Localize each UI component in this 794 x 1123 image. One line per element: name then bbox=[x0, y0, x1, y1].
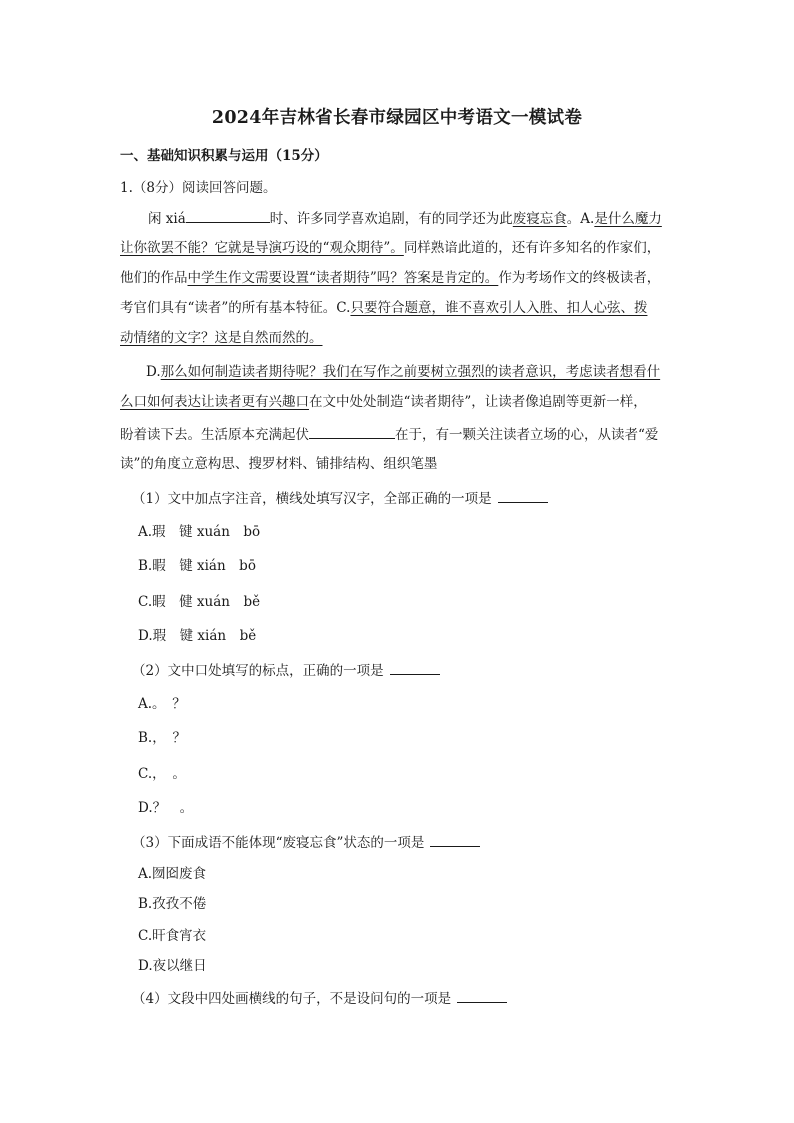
subquestion-stem: （2）文中口处填写的标点，正确的一项是 bbox=[132, 663, 384, 679]
passage-line-9 bbox=[120, 454, 437, 474]
option-d[interactable]: D.瑕 键 xián bě bbox=[138, 628, 257, 644]
passage-text: 时、许多同学喜欢追剧，有的同学还为此 bbox=[269, 211, 513, 227]
subquestion-2 bbox=[132, 660, 440, 681]
answer-blank[interactable] bbox=[390, 660, 440, 675]
option-b[interactable]: B.孜孜不倦 bbox=[138, 896, 207, 912]
page-title: 2024年吉林省长春市绿园区中考语文一模试卷 bbox=[211, 108, 583, 128]
passage-text: 在于，有一颗关注读者立场的心，从读者“爱 bbox=[395, 427, 659, 443]
subquestion-4 bbox=[132, 988, 507, 1009]
question-1-heading: 1.（8分）阅读回答问题。 bbox=[120, 180, 277, 196]
underlined-sentence-a: 让你欲罢不能？它就是导演巧设的“观众期待”。 bbox=[120, 240, 404, 256]
passage-line-7 bbox=[120, 392, 647, 412]
passage-text: 。A. bbox=[566, 211, 595, 227]
underlined-sentence-d: 么口如何表达让读者更有兴趣口 bbox=[120, 394, 309, 410]
passage-text: 他们的作品 bbox=[120, 270, 188, 286]
option-a[interactable]: A.囫囵废食 bbox=[138, 866, 207, 882]
underlined-sentence-a: 是什么魔力 bbox=[594, 211, 662, 227]
underlined-sentence-b: 中学生作文需要设置“读者期待”吗？答案是肯定的。 bbox=[187, 270, 499, 286]
fill-blank-1[interactable] bbox=[186, 208, 270, 223]
passage-text: 考官们具有“读者”的所有基本特征。C. bbox=[120, 300, 351, 316]
option-c[interactable]: C.暇 健 xuán bě bbox=[138, 594, 261, 610]
subquestion-stem: （3）下面成语不能体现“废寝忘食”状态的一项是 bbox=[132, 835, 425, 851]
passage-line-1 bbox=[148, 208, 662, 229]
answer-blank[interactable] bbox=[498, 488, 548, 503]
answer-blank[interactable] bbox=[457, 988, 507, 1003]
passage-text: 在文中处处制造“读者期待”，让读者像追剧等更新一样， bbox=[309, 394, 647, 410]
fill-blank-2[interactable] bbox=[309, 424, 395, 439]
option-c[interactable]: C.旰食宵衣 bbox=[138, 928, 207, 944]
passage-line-3 bbox=[120, 268, 660, 288]
passage-line-5 bbox=[120, 328, 323, 348]
option-d[interactable]: D.？ 。 bbox=[138, 800, 194, 816]
passage-text: D. bbox=[146, 364, 161, 380]
passage-line-2 bbox=[120, 238, 660, 258]
passage-line-6 bbox=[146, 362, 660, 382]
underlined-sentence-c: 动情绪的文字？这是自然而然的。 bbox=[120, 330, 323, 346]
subquestion-3 bbox=[132, 832, 480, 853]
subquestion-stem: （1）文中加点字注音，横线处填写汉字，全部正确的一项是 bbox=[132, 491, 492, 507]
option-c[interactable]: C.， 。 bbox=[138, 766, 186, 782]
passage-line-4 bbox=[120, 298, 647, 318]
underlined-sentence-d: 那么如何制造读者期待呢？我们在写作之前要树立强烈的读者意识，考虑读者想看什 bbox=[160, 364, 661, 380]
passage-text: 盼着读下去。生活原本充满起伏 bbox=[120, 427, 309, 443]
underlined-sentence-c: 只要符合题意，谁不喜欢引人入胜、扣人心弦、拨 bbox=[350, 300, 648, 316]
dotted-word: 废寝忘食 bbox=[512, 211, 567, 227]
answer-blank[interactable] bbox=[430, 832, 480, 847]
option-b[interactable]: B.暇 键 xián bō bbox=[138, 558, 256, 574]
option-a[interactable]: A.。 ？ bbox=[138, 696, 186, 712]
option-d[interactable]: D.夜以继日 bbox=[138, 958, 207, 974]
subquestion-stem: （4）文段中四处画横线的句子，不是设问句的一项是 bbox=[132, 991, 452, 1007]
passage-text: 同样熟谙此道的，还有许多知名的作家们， bbox=[403, 240, 661, 256]
passage-line-8 bbox=[120, 424, 658, 445]
option-a[interactable]: A.瑕 键 xuán bō bbox=[138, 524, 261, 540]
option-b[interactable]: B.， ？ bbox=[138, 730, 186, 746]
section-heading: 一、基础知识积累与运用（15分） bbox=[120, 148, 328, 164]
passage-text: 作为考场作文的终极读者， bbox=[498, 270, 661, 286]
passage-text: 闲 xiá bbox=[148, 211, 186, 227]
passage-text: 读”的角度立意构思、搜罗材料、铺排结构、组织笔墨 bbox=[120, 456, 438, 472]
subquestion-1 bbox=[132, 488, 548, 509]
